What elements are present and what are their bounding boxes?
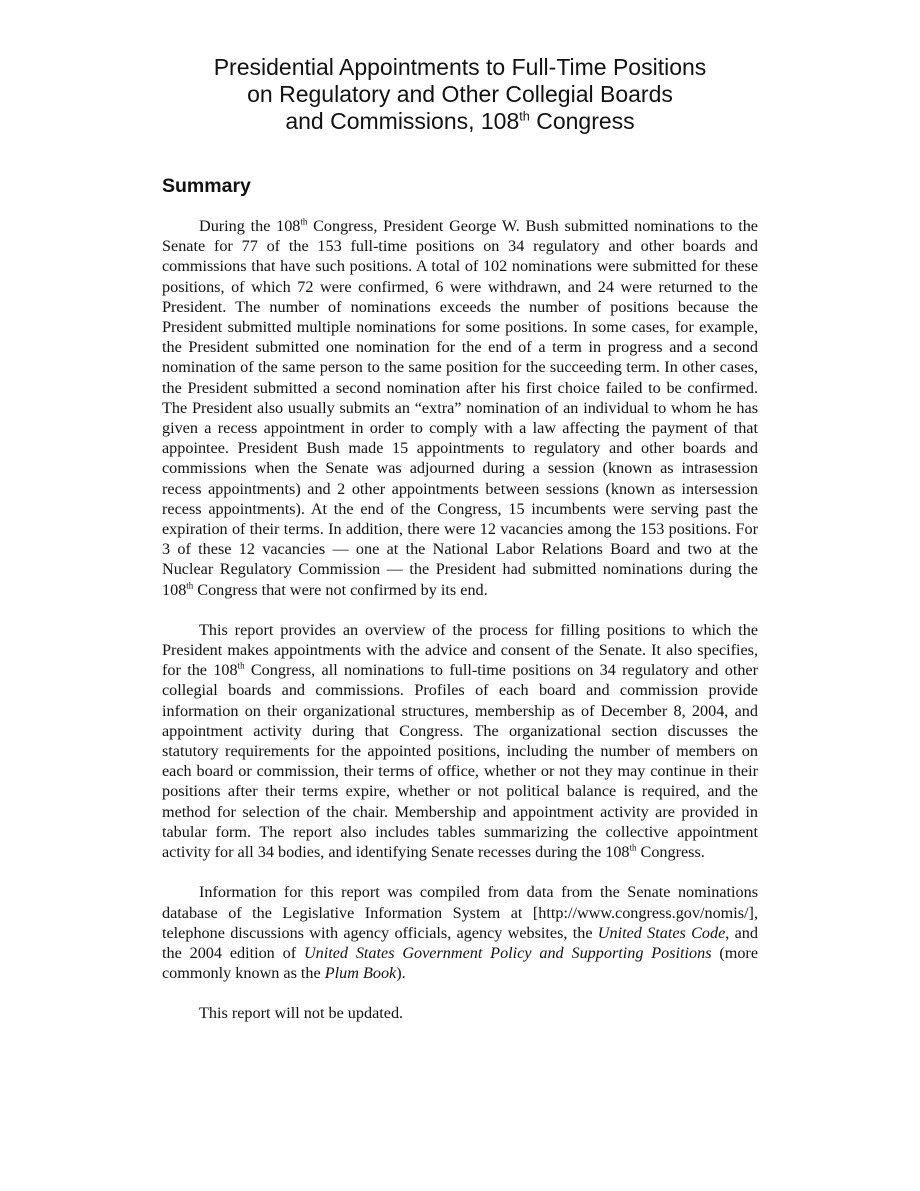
summary-paragraph-3: Information for this report was compiled from data from the Senate nominations database of the Legislative Information System at [http://www.congress.gov/nomis/], telephone discussions with agency officials, agency websites, the United States Code, and the 2004 edition of United States Government Policy and Supporting Positions (more commonly known as the Plum Book). <box>162 883 759 983</box>
title-line-3: and Commissions, 108th Congress <box>285 108 635 134</box>
title-line-2: on Regulatory and Other Collegial Boards <box>247 81 673 107</box>
summary-heading: Summary <box>162 175 251 197</box>
summary-paragraph-1: During the 108th Congress, President George W. Bush submitted nominations to the Senate for 77 of the 153 full-time positions on 34 regulatory and other boards and commissions that have such positions. A total of 102 nominations were submitted for these positions, of which 72 were confirmed, 6 were withdrawn, and 24 were returned to the President. The number of nominations exceeds the number of positions because the President submitted multiple nominations for some positions. In some cases, for example, the President submitted one nomination for the end of a term in progress and a second nomination of the same person to the same position for the succeeding term. In other cases, the President submitted a second nomination after his first choice failed to be confirmed. The President also usually submits an “extra” nomination of an individual to whom he has given a recess appointment in order to comply with a law affecting the payment of that appointee. President Bush made 15 appointments to regulatory and other boards and commissions when the Senate was adjourned during a session (known as intrasession recess appointments) and 2 other appointments between sessions (known as intersession recess appointments). At the end of the Congress, 15 incumbents were serving past the expiration of their terms. In addition, there were 12 vacancies among the 153 positions. For 3 of these 12 vacancies — one at the National Labor Relations Board and two at the Nuclear Regulatory Commission — the President had submitted nominations during the 108th Congress that were not confirmed by its end. <box>162 216 758 599</box>
summary-paragraph-2: This report provides an overview of the process for filling positions to which the President makes appointments with the advice and consent of the Senate. It also specifies, for the 108th Congress, all nominations to full-time positions on 34 regulatory and other collegial boards and commissions. Profiles of each board and commission provide information on their organizational structures, membership as of December 8, 2004, and appointment activity during that Congress. The organizational section discusses the statutory requirements for the appointed positions, including the number of members on each board or commission, their terms of office, whether or not they may continue in their positions after their terms expire, whether or not political balance is required, and the method for selection of the chair. Membership and appointment activity are provided in tabular form. The report also includes tables summarizing the collective appointment activity for all 34 bodies, and identifying Senate recesses during the 108th Congress. <box>162 620 758 862</box>
document-page <box>162 54 758 1024</box>
title-line-1: Presidential Appointments to Full-Time Positions <box>213 54 707 80</box>
summary-paragraph-4: This report will not be updated. <box>199 1004 404 1023</box>
report-title <box>162 54 758 135</box>
